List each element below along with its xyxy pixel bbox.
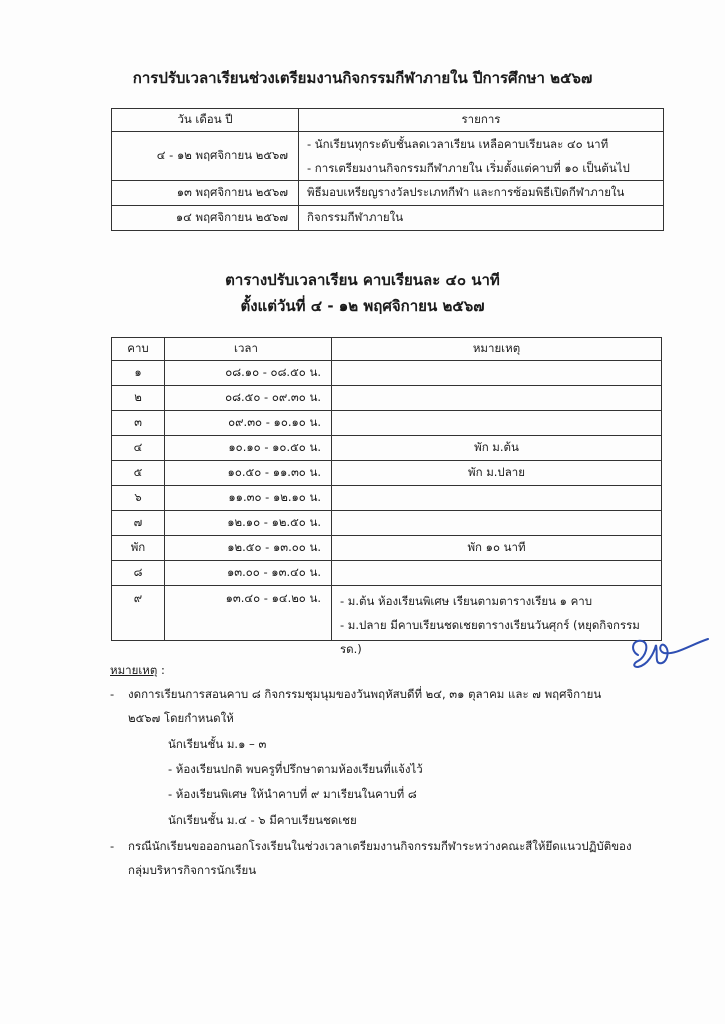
time-cell: ๑๓.๐๐ - ๑๓.๔๐ น. — [165, 561, 332, 586]
period-cell: ๖ — [112, 486, 165, 511]
period-cell: ๘ — [112, 561, 165, 586]
note-cell — [332, 386, 662, 411]
period-cell: พัก — [112, 536, 165, 561]
document-title: การปรับเวลาเรียนช่วงเตรียมงานกิจกรรมกีฬาภายใน ปีการศึกษา ๒๕๖๗ — [132, 69, 593, 87]
notes-heading: หมายเหตุ — [110, 663, 158, 677]
row-item: - การเตรียมงานกิจกรรมกีฬาภายใน เริ่มตั้งแต่คาบที่ ๑๐ เป็นต้นไป — [307, 161, 630, 175]
note-line: งดการเรียนการสอนคาบ ๘ กิจกรรมชุมนุมของวันพฤหัสบดีที่ ๒๔, ๓๑ ตุลาคม และ ๗ พฤศจิกายน — [128, 687, 602, 701]
table-row — [112, 361, 662, 386]
note-cell — [332, 411, 662, 436]
header-time: เวลา — [165, 338, 332, 361]
note-line: - ม.ต้น ห้องเรียนพิเศษ เรียนตามตารางเรียน ๑ คาบ — [340, 594, 593, 608]
row-item: กิจกรรมกีฬาภายใน — [299, 206, 664, 231]
note-cell — [332, 486, 662, 511]
time-cell: ๑๐.๕๐ - ๑๑.๓๐ น. — [165, 461, 332, 486]
time-cell: ๑๐.๑๐ - ๑๐.๕๐ น. — [165, 436, 332, 461]
note-line: นักเรียนชั้น ม.๑ – ๓ — [168, 737, 267, 751]
row-items — [299, 132, 664, 181]
note-cell — [332, 586, 662, 656]
timetable-subtitle: ตั้งแต่วันที่ ๔ - ๑๒ พฤศจิกายน ๒๕๖๗ — [240, 297, 485, 315]
table-row — [112, 486, 662, 511]
time-cell: ๑๓.๔๐ - ๑๔.๒๐ น. — [165, 586, 332, 641]
note-cell — [332, 511, 662, 536]
schedule-adjust-table — [111, 108, 664, 231]
note-line: - ห้องเรียนปกติ พบครูที่ปรึกษาตามห้องเรียนที่แจ้งไว้ — [168, 762, 423, 776]
table-header-row — [112, 109, 664, 132]
note-line: นักเรียนชั้น ม.๔ - ๖ มีคาบเรียนชดเชย — [168, 813, 357, 827]
row-item: พิธีมอบเหรียญรางวัลประเภทกีฬา และการซ้อมพิธีเปิดกีฬาภายใน — [299, 181, 664, 206]
time-cell: ๐๙.๓๐ - ๑๐.๑๐ น. — [165, 411, 332, 436]
bullet-dash: - — [110, 839, 115, 853]
timetable-title: ตารางปรับเวลาเรียน คาบเรียนละ ๔๐ นาที — [225, 271, 500, 289]
note-line: - ห้องเรียนพิเศษ ให้นำคาบที่ ๙ มาเรียนในคาบที่ ๘ — [168, 787, 417, 801]
period-cell: ๙ — [112, 586, 165, 641]
notes-heading-line — [110, 658, 165, 682]
notes-colon: : — [157, 663, 165, 677]
note-cell: พัก ๑๐ นาที — [332, 536, 662, 561]
table-row — [112, 132, 664, 181]
table-header-row — [112, 338, 662, 361]
table-row — [112, 206, 664, 231]
note-cell: พัก ม.ปลาย — [332, 461, 662, 486]
table-row — [112, 561, 662, 586]
period-cell: ๒ — [112, 386, 165, 411]
time-cell: ๑๒.๕๐ - ๑๓.๐๐ น. — [165, 536, 332, 561]
table-row — [112, 386, 662, 411]
table-row — [112, 536, 662, 561]
header-items: รายการ — [299, 109, 664, 132]
period-cell: ๔ — [112, 436, 165, 461]
table-row — [112, 511, 662, 536]
header-period: คาบ — [112, 338, 165, 361]
table-row — [112, 461, 662, 486]
table-row — [112, 181, 664, 206]
row-date: ๑๓ พฤศจิกายน ๒๕๖๗ — [112, 181, 299, 206]
period-cell: ๕ — [112, 461, 165, 486]
note-line: กรณีนักเรียนขอออกนอกโรงเรียนในช่วงเวลาเตรียมงานกิจกรรมกีฬาระหว่างคณะสีให้ยึดแนวปฏิบัติของ — [128, 839, 632, 853]
table-row — [112, 436, 662, 461]
note-line: - ม.ปลาย มีคาบเรียนชดเชยตารางเรียนวันศุกร์ (หยุดกิจกรรม รด.) — [340, 618, 640, 656]
row-date: ๑๔ พฤศจิกายน ๒๕๖๗ — [112, 206, 299, 231]
period-cell: ๓ — [112, 411, 165, 436]
time-cell: ๑๒.๑๐ - ๑๒.๕๐ น. — [165, 511, 332, 536]
time-cell: ๐๘.๕๐ - ๐๙.๓๐ น. — [165, 386, 332, 411]
note-line: ๒๕๖๗ โดยกำหนดให้ — [128, 711, 234, 725]
table-row — [112, 586, 662, 641]
signature — [628, 633, 710, 671]
header-notes: หมายเหตุ — [332, 338, 662, 361]
bullet-dash: - — [110, 687, 115, 701]
period-cell: ๑ — [112, 361, 165, 386]
time-cell: ๐๘.๑๐ - ๐๘.๕๐ น. — [165, 361, 332, 386]
header-date: วัน เดือน ปี — [112, 109, 299, 132]
note-cell: พัก ม.ต้น — [332, 436, 662, 461]
period-cell: ๗ — [112, 511, 165, 536]
table-row — [112, 411, 662, 436]
time-cell: ๑๑.๓๐ - ๑๒.๑๐ น. — [165, 486, 332, 511]
note-cell — [332, 361, 662, 386]
timetable — [111, 337, 662, 656]
note-cell — [332, 561, 662, 586]
row-item: - นักเรียนทุกระดับชั้นลดเวลาเรียน เหลือคาบเรียนละ ๔๐ นาที — [307, 137, 609, 151]
note-line: กลุ่มบริหารกิจการนักเรียน — [128, 863, 257, 877]
row-date: ๔ - ๑๒ พฤศจิกายน ๒๕๖๗ — [112, 132, 299, 181]
